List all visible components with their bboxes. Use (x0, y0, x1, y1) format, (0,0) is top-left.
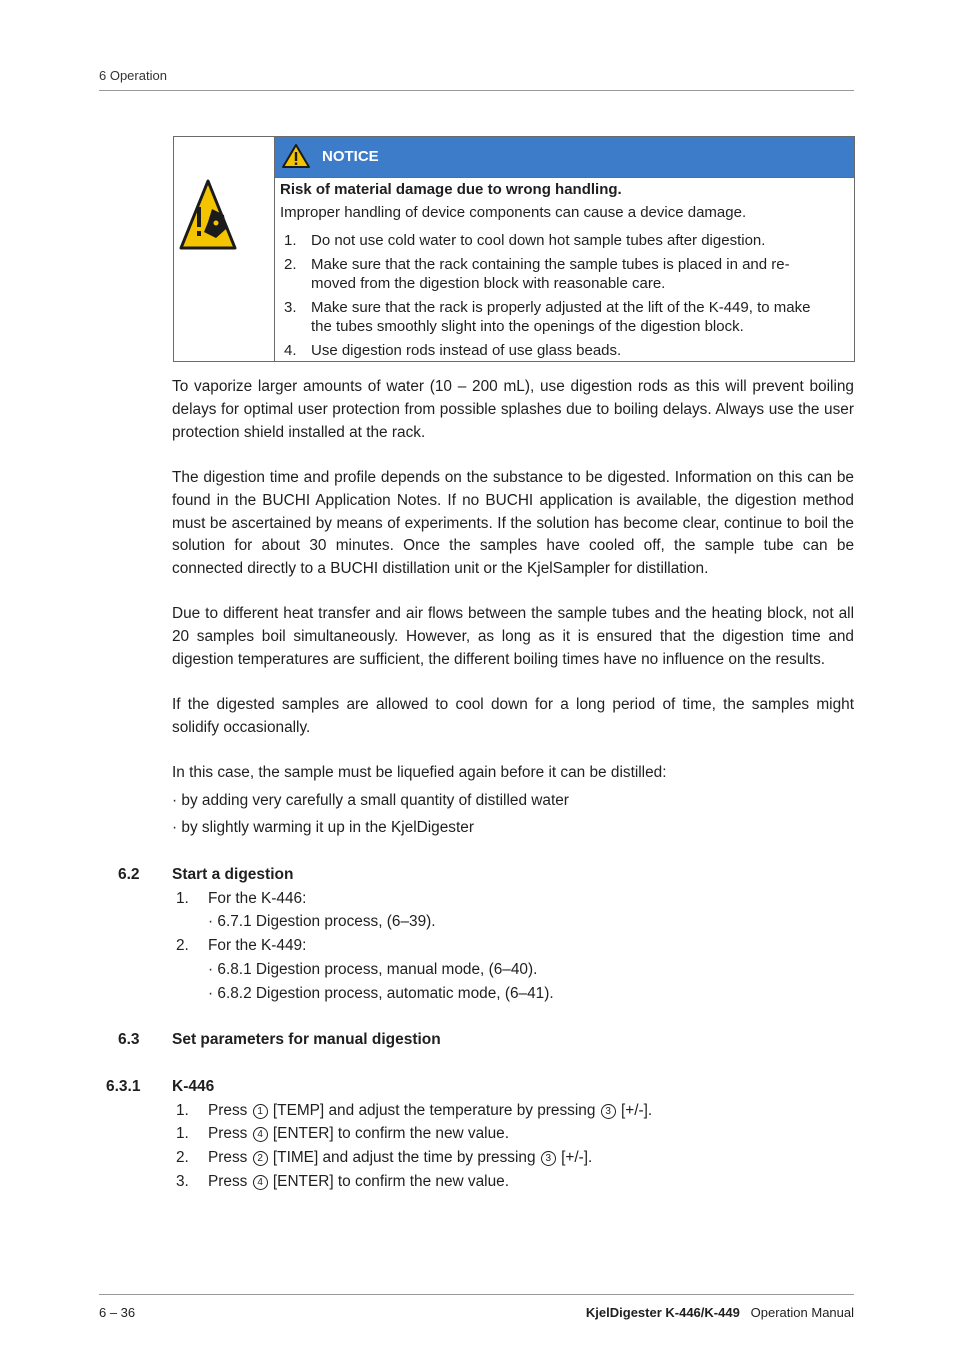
notice-item-number: 1. (284, 232, 297, 249)
notice-box (173, 136, 855, 362)
paragraph: In this case, the sample must be liquefied again before it can be distilled: (172, 764, 667, 781)
notice-item (280, 255, 846, 293)
key-number-badge: 4 (253, 1175, 268, 1190)
notice-label: NOTICE (322, 148, 379, 165)
step-instruction: [TEMP] and adjust the temperature by pressing (272, 1102, 596, 1119)
cross-reference-link[interactable]: · 6.8.1 Digestion process, manual mode, (6–40). (208, 961, 538, 978)
step-key: [+/-]. (561, 1149, 593, 1166)
step-text (208, 1125, 509, 1143)
material-damage-warning-icon (178, 177, 238, 253)
section-title: K-446 (172, 1078, 215, 1095)
notice-item-number: 4. (284, 342, 297, 359)
step-verb: Press (208, 1102, 248, 1119)
notice-item (280, 341, 846, 360)
step-text (208, 1102, 652, 1120)
step-key: [+/-]. (620, 1102, 653, 1119)
key-number-badge: 4 (253, 1127, 268, 1142)
notice-item-text: moved from the digestion block with reasonable care. (311, 275, 666, 292)
paragraph: Due to different heat transfer and air flows between the sample tubes and the heating block, not all 20 samples boil simultaneously. However, as long as it is ensured that the digestion time and digestion temperatures are sufficient, the different boiling times have no influence on the results. (172, 605, 854, 668)
step-instruction: [TIME] and adjust the time by pressing (272, 1149, 536, 1166)
notice-item-text: Make sure that the rack containing the sample tubes is placed in and re- (311, 256, 790, 273)
section-title: Set parameters for manual digestion (172, 1031, 441, 1048)
section-title: Start a digestion (172, 866, 294, 883)
section-number: 6.3.1 (106, 1078, 141, 1095)
step-number: 2. (176, 937, 189, 954)
paragraph: If the digested samples are allowed to cool down for a long period of time, the samples might solidify occasionally. (172, 696, 854, 736)
notice-item-number: 3. (284, 299, 297, 316)
step-text: For the K-446: (208, 890, 307, 907)
notice-item-text: Do not use cold water to cool down hot sample tubes after digestion. (311, 232, 766, 249)
step-number: 3. (176, 1173, 189, 1190)
notice-intro: Improper handling of device components can cause a device damage. (280, 204, 747, 221)
running-header: 6 Operation (99, 68, 167, 83)
step-number: 1. (176, 890, 189, 907)
notice-item-text: Make sure that the rack is properly adjusted at the lift of the K-449, to make (311, 299, 811, 316)
key-number-badge: 3 (601, 1104, 616, 1119)
notice-item (280, 231, 846, 250)
notice-item-text: the tubes smoothly slight into the openings of the digestion block. (311, 318, 744, 335)
key-number-badge: 3 (541, 1151, 556, 1166)
step-verb: Press (208, 1149, 248, 1166)
step-text (208, 1173, 509, 1191)
notice-item-number: 2. (284, 256, 297, 273)
footer-title (586, 1305, 854, 1320)
step-text: For the K-449: (208, 937, 307, 954)
step-instruction: [ENTER] to confirm the new value. (272, 1125, 509, 1142)
paragraph: The digestion time and profile depends on the substance to be digested. Information on this can be found in the BUCHI Application Notes. If no BUCHI application is available, the digestion method must be ascertained by means of experiments. If the solution has become clear, continue to boil the solution for about 30 minutes. Once the samples have cooled off, the sample tube can be connected directly to a BUCHI distillation unit or the KjelSampler for distillation. (172, 469, 854, 578)
warning-triangle-icon (281, 143, 311, 169)
paragraph: To vaporize larger amounts of water (10 – 200 mL), use digestion rods as this will prevent boiling delays for optimal user protection from possible splashes due to boiling delays. Always use the user protection shield installed at the rack. (172, 378, 854, 441)
product-name: KjelDigester K-446/K-449 (585, 1305, 740, 1320)
notice-symbol-cell (174, 137, 275, 361)
key-number-badge: 1 (253, 1104, 268, 1119)
step-instruction: [ENTER] to confirm the new value. (272, 1173, 509, 1190)
section-number: 6.3 (118, 1031, 140, 1048)
step-text (208, 1149, 592, 1167)
notice-header (275, 137, 854, 178)
bullet-item: · by adding very carefully a small quantity of distilled water (172, 792, 569, 809)
step-number: 1. (176, 1125, 189, 1142)
bullet-item: · by slightly warming it up in the KjelDigester (172, 819, 474, 836)
section-number: 6.2 (118, 866, 140, 883)
notice-item-text: Use digestion rods instead of use glass beads. (311, 342, 622, 359)
key-number-badge: 2 (253, 1151, 268, 1166)
document-type: Operation Manual (750, 1305, 854, 1320)
notice-title: Risk of material damage due to wrong handling. (280, 181, 622, 198)
step-number: 1. (176, 1102, 189, 1119)
header-rule (99, 90, 854, 91)
cross-reference-link[interactable]: · 6.7.1 Digestion process, (6–39). (208, 913, 436, 930)
step-verb: Press (208, 1125, 248, 1142)
step-verb: Press (208, 1173, 248, 1190)
notice-item (280, 298, 846, 336)
cross-reference-link[interactable]: · 6.8.2 Digestion process, automatic mode, (6–41). (208, 985, 554, 1002)
page-number: 6 – 36 (99, 1305, 136, 1320)
footer-rule (99, 1294, 854, 1295)
notice-body (280, 180, 846, 360)
step-number: 2. (176, 1149, 189, 1166)
